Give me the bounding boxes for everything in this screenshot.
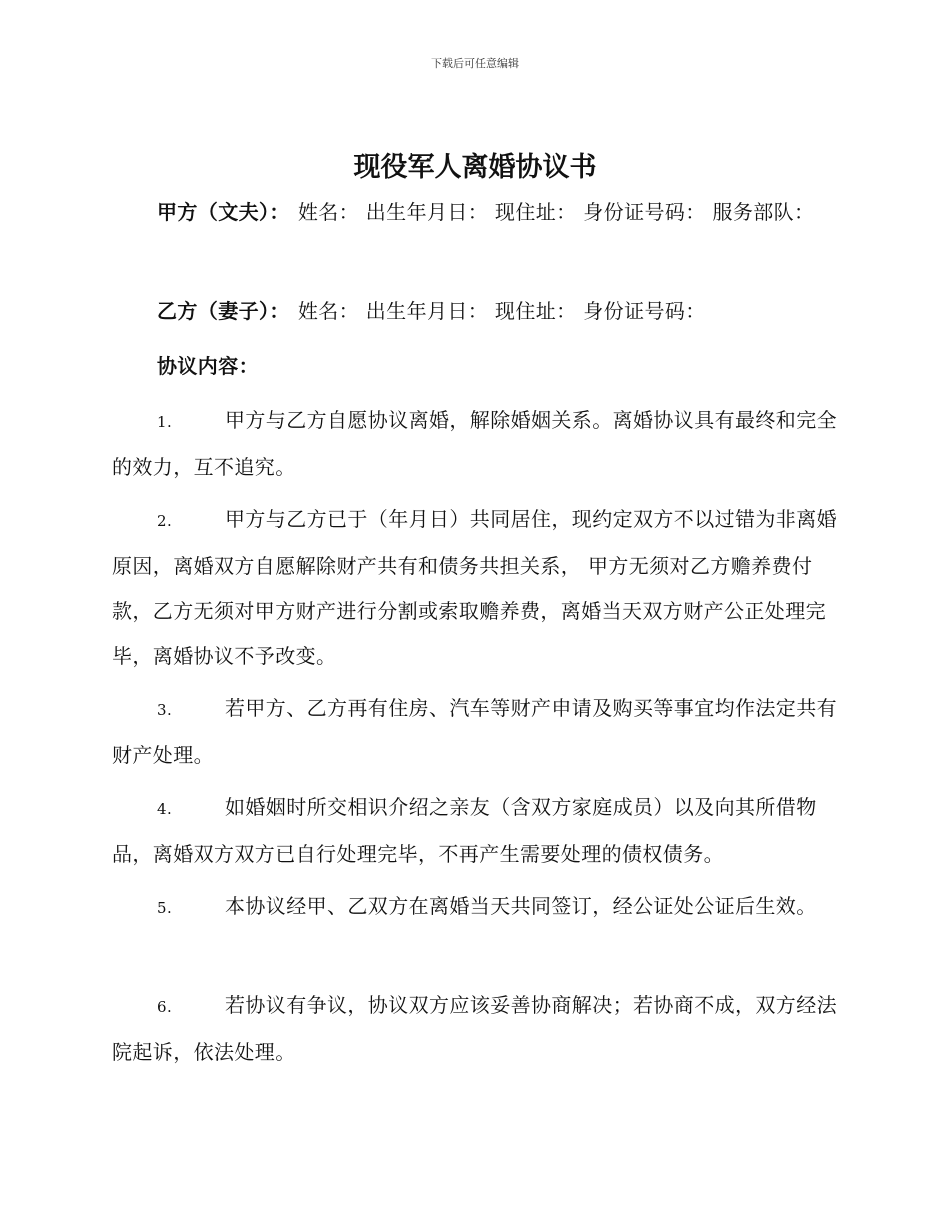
agreement-heading: 协议内容： [157, 354, 259, 378]
party-a-fields: 姓名： 出生年月日： 现住址： 身份证号码： 服务部队： [297, 200, 815, 224]
document-title: 现役军人离婚协议书 [353, 152, 597, 183]
party-a-label: 甲方（文夫）： [157, 200, 290, 224]
party-b-label: 乙方（妻子）： [157, 299, 290, 323]
clause-text: 如婚姻时所交相识介绍之亲友（含双方家庭成员）以及向其所借物品，离婚双方双方已自行处理完毕，不再产生需要处理的债权债务。 [112, 795, 817, 866]
clause-text: 甲方与乙方自愿协议离婚，解除婚姻关系。离婚协议具有最终和完全的效力，互不追究。 [112, 408, 837, 479]
party-a-line [112, 190, 837, 235]
party-b-fields: 姓名： 出生年月日： 现住址： 身份证号码： [297, 299, 706, 323]
agreement-heading-line [112, 344, 837, 389]
clause-number: 3. [157, 701, 173, 719]
clause-number: 6. [157, 998, 173, 1016]
clause-number: 2. [157, 512, 173, 530]
clause-number: 1. [157, 413, 173, 431]
clause-5 [112, 884, 837, 931]
clause-1 [112, 398, 837, 490]
header-note: 下载后可任意编辑 [431, 57, 519, 70]
clause-text: 若协议有争议，协议双方应该妥善协商解决；若协商不成，双方经法院起诉，依法处理。 [112, 993, 837, 1064]
clause-number: 5. [157, 899, 173, 917]
clause-text: 若甲方、乙方再有住房、汽车等财产申请及购买等事宜均作法定共有财产处理。 [112, 696, 837, 767]
party-b-line [112, 289, 837, 334]
clause-4 [112, 785, 837, 877]
clause-3 [112, 686, 837, 778]
clause-text: 甲方与乙方已于（年月日）共同居住，现约定双方不以过错为非离婚原因，离婚双方自愿解除财产共有和债务共担关系， 甲方无须对乙方赡养费付款，乙方无须对甲方财产进行分割或索取赡养费，离婚当天双方财产公正处理完毕，离婚协议不予改变。 [112, 507, 837, 668]
clause-2 [112, 497, 837, 679]
clause-text: 本协议经甲、乙双方在离婚当天共同签订，经公证处公证后生效。 [225, 894, 817, 918]
clause-6 [112, 983, 837, 1075]
clause-number: 4. [157, 800, 173, 818]
